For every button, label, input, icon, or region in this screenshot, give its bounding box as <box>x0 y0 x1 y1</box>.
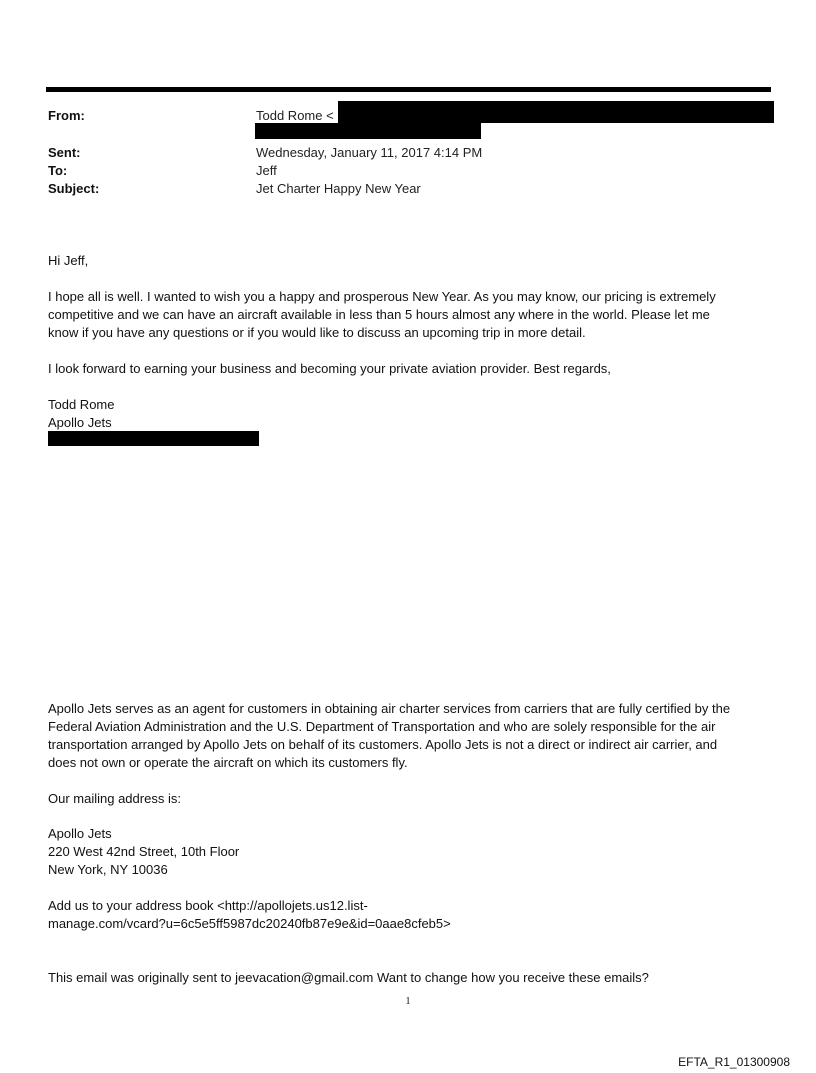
body-paragraph-1-line: competitive and we can have an aircraft available in less than 5 hours almost any where in the world. Please let me <box>48 307 710 322</box>
to-value: Jeff <box>256 163 277 178</box>
disclaimer-line: Apollo Jets serves as an agent for customers in obtaining air charter services from carriers that are fully certified by the <box>48 701 731 716</box>
body-paragraph-2: I look forward to earning your business and becoming your private aviation provider. Best regards, <box>48 361 611 376</box>
subject-value: Jet Charter Happy New Year <box>256 181 421 196</box>
address-line: New York, NY 10036 <box>48 862 168 877</box>
originally-sent-notice: This email was originally sent to jeevacation@gmail.com Want to change how you receive these emails? <box>48 970 649 985</box>
subject-label: Subject: <box>48 181 100 196</box>
body-paragraph-1-line: I hope all is well. I wanted to wish you a happy and prosperous New Year. As you may know, our pricing is extremely <box>48 289 716 304</box>
header-divider <box>46 87 771 92</box>
address-line: Apollo Jets <box>48 826 112 841</box>
sent-label: Sent: <box>48 145 81 160</box>
signature-company: Apollo Jets <box>48 415 112 430</box>
redaction-block <box>48 431 259 446</box>
body-paragraph-1-line: know if you have any questions or if you would like to discuss an upcoming trip in more detail. <box>48 325 586 340</box>
address-book-link[interactable]: Add us to your address book <http://apollojets.us12.list- <box>48 898 368 913</box>
mailing-intro: Our mailing address is: <box>48 791 181 806</box>
from-label: From: <box>48 108 85 123</box>
redaction-block <box>255 123 481 139</box>
signature-name: Todd Rome <box>48 397 115 412</box>
from-value: Todd Rome < <box>256 108 334 123</box>
greeting: Hi Jeff, <box>48 253 89 268</box>
document-id: EFTA_R1_01300908 <box>678 1055 790 1069</box>
page-number: 1 <box>405 995 411 1007</box>
disclaimer-line: Federal Aviation Administration and the U.S. Department of Transportation and who are solely responsible for the air <box>48 719 716 734</box>
address-book-link[interactable]: manage.com/vcard?u=6c5e5ff5987dc20240fb87e9e&id=0aae8cfeb5> <box>48 916 451 931</box>
sent-value: Wednesday, January 11, 2017 4:14 PM <box>256 145 483 160</box>
address-line: 220 West 42nd Street, 10th Floor <box>48 844 240 859</box>
disclaimer-line: transportation arranged by Apollo Jets on behalf of its customers. Apollo Jets is not a direct or indirect air carrier, and <box>48 737 718 752</box>
redaction-block <box>338 101 774 123</box>
to-label: To: <box>48 163 68 178</box>
disclaimer-line: does not own or operate the aircraft on which its customers fly. <box>48 755 408 770</box>
